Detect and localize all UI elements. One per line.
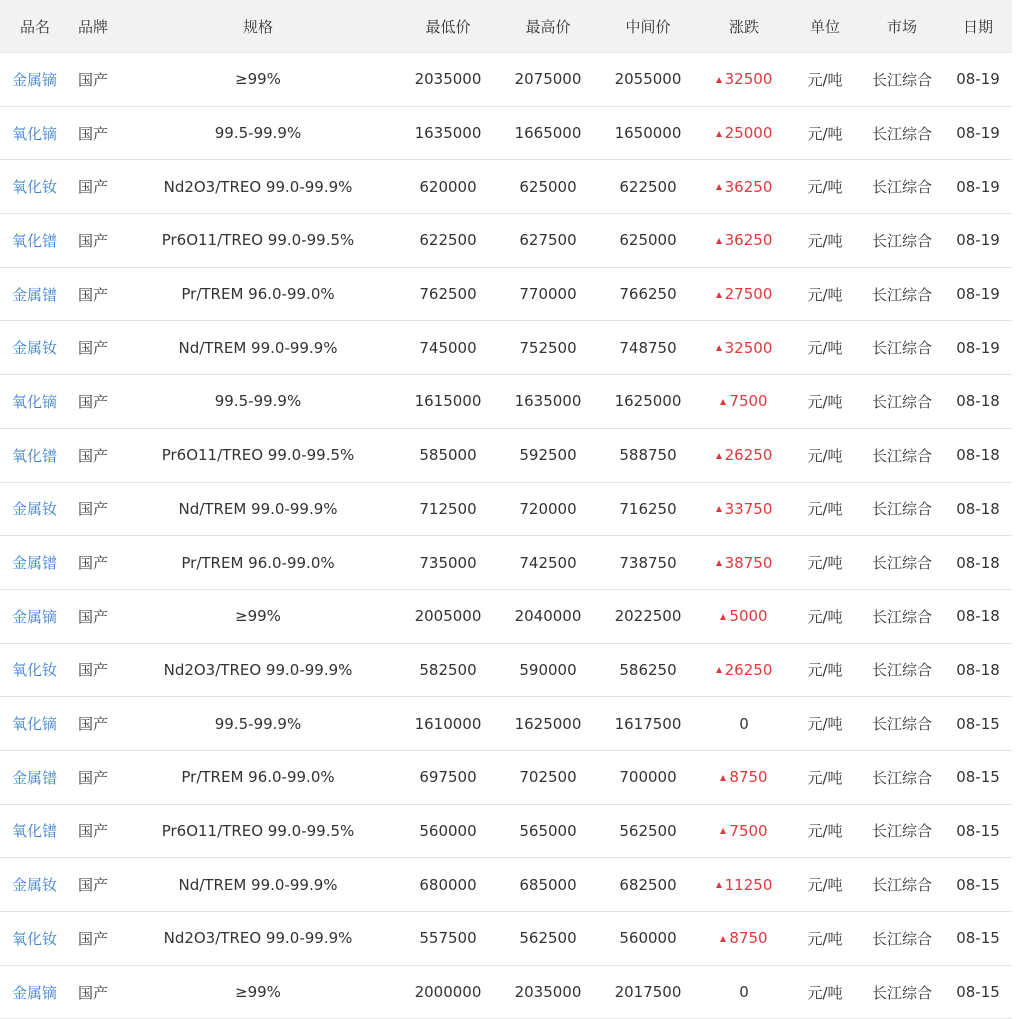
- brand-cell: 国产: [78, 500, 109, 519]
- change-value: 11250: [724, 875, 773, 894]
- unit-cell: 元/吨: [807, 983, 843, 1002]
- up-arrow-icon: [716, 292, 722, 298]
- date-cell: 08-18: [956, 446, 1000, 465]
- spec-cell: 99.5-99.9%: [214, 392, 302, 411]
- low-price-cell: 557500: [419, 929, 477, 948]
- market-cell: 长江综合: [871, 661, 932, 680]
- unit-cell: 元/吨: [807, 339, 843, 358]
- header-spec[interactable]: 规格: [242, 17, 273, 36]
- up-arrow-icon: [720, 936, 726, 942]
- header-low-price[interactable]: 最低价: [425, 17, 471, 36]
- mid-price-cell: 1625000: [614, 392, 682, 411]
- up-arrow-icon: [716, 453, 722, 459]
- table-row: [0, 429, 1012, 483]
- header-brand[interactable]: 品牌: [78, 17, 109, 36]
- change-value: 27500: [724, 285, 773, 304]
- change-cell: [698, 644, 790, 697]
- product-name-link[interactable]: 金属钕: [12, 339, 58, 358]
- high-price-cell: 625000: [519, 177, 577, 196]
- high-price-cell: 2040000: [514, 607, 582, 626]
- change-value: 32500: [724, 70, 773, 89]
- header-name[interactable]: 品名: [20, 17, 51, 36]
- brand-cell: 国产: [78, 554, 109, 573]
- market-cell: 长江综合: [871, 768, 932, 787]
- product-name-link[interactable]: 氧化镝: [12, 392, 58, 411]
- up-arrow-icon: [716, 667, 722, 673]
- up-arrow-icon: [720, 828, 726, 834]
- date-cell: 08-15: [956, 821, 1000, 840]
- low-price-cell: 2005000: [414, 607, 482, 626]
- market-cell: 长江综合: [871, 822, 932, 841]
- unit-cell: 元/吨: [807, 768, 843, 787]
- up-arrow-icon: [716, 77, 722, 83]
- table-row: [0, 160, 1012, 214]
- mid-price-cell: 586250: [619, 660, 677, 679]
- brand-cell: 国产: [78, 392, 109, 411]
- change-value: 5000: [729, 607, 768, 626]
- high-price-cell: 590000: [519, 660, 577, 679]
- unit-cell: 元/吨: [807, 446, 843, 465]
- up-arrow-icon: [720, 399, 726, 405]
- table-row: [0, 107, 1012, 161]
- brand-cell: 国产: [78, 768, 109, 787]
- product-name-link[interactable]: 金属镝: [12, 607, 58, 626]
- change-cell: [698, 429, 790, 482]
- low-price-cell: 1610000: [414, 714, 482, 733]
- page-edge: [1012, 0, 1024, 1017]
- product-name-link[interactable]: 金属镨: [12, 768, 58, 787]
- high-price-cell: 770000: [519, 285, 577, 304]
- header-date[interactable]: 日期: [962, 17, 993, 36]
- product-name-link[interactable]: 氧化镝: [12, 124, 58, 143]
- change-value: 36250: [724, 231, 773, 250]
- low-price-cell: 622500: [419, 231, 477, 250]
- date-cell: 08-18: [956, 392, 1000, 411]
- spec-cell: Pr/TREM 96.0-99.0%: [181, 768, 335, 787]
- spec-cell: Pr/TREM 96.0-99.0%: [181, 285, 335, 304]
- market-cell: 长江综合: [871, 983, 932, 1002]
- mid-price-cell: 588750: [619, 446, 677, 465]
- change-cell: [698, 805, 790, 858]
- change-cell: [698, 912, 790, 965]
- date-cell: 08-15: [956, 929, 1000, 948]
- spec-cell: 99.5-99.9%: [214, 124, 302, 143]
- mid-price-cell: 2017500: [614, 983, 682, 1002]
- change-cell: [698, 321, 790, 374]
- up-arrow-icon: [716, 882, 722, 888]
- high-price-cell: 565000: [519, 821, 577, 840]
- low-price-cell: 735000: [419, 553, 477, 572]
- date-cell: 08-19: [956, 124, 1000, 143]
- spec-cell: Nd2O3/TREO 99.0-99.9%: [163, 177, 353, 196]
- high-price-cell: 627500: [519, 231, 577, 250]
- change-cell: [698, 966, 790, 1019]
- unit-cell: 元/吨: [807, 231, 843, 250]
- spec-cell: Pr6O11/TREO 99.0-99.5%: [161, 821, 355, 840]
- mid-price-cell: 1650000: [614, 124, 682, 143]
- table-row: [0, 644, 1012, 698]
- market-cell: 长江综合: [871, 339, 932, 358]
- spec-cell: ≥99%: [235, 983, 281, 1002]
- high-price-cell: 685000: [519, 875, 577, 894]
- low-price-cell: 2035000: [414, 70, 482, 89]
- spec-cell: Pr6O11/TREO 99.0-99.5%: [161, 231, 355, 250]
- header-market[interactable]: 市场: [886, 17, 917, 36]
- change-cell: [698, 590, 790, 643]
- table-row: [0, 375, 1012, 429]
- table-body: [0, 53, 1012, 1019]
- change-value: 26250: [724, 660, 773, 679]
- low-price-cell: 620000: [419, 177, 477, 196]
- mid-price-cell: 682500: [619, 875, 677, 894]
- market-cell: 长江综合: [871, 124, 932, 143]
- high-price-cell: 592500: [519, 446, 577, 465]
- product-name-link[interactable]: 金属镝: [12, 70, 58, 89]
- high-price-cell: 720000: [519, 499, 577, 518]
- up-arrow-icon: [716, 345, 722, 351]
- mid-price-cell: 700000: [619, 768, 677, 787]
- change-value: 33750: [724, 499, 773, 518]
- change-cell: [698, 268, 790, 321]
- up-arrow-icon: [720, 614, 726, 620]
- change-cell: [698, 107, 790, 160]
- market-cell: 长江综合: [871, 715, 932, 734]
- change-value: 32500: [724, 338, 773, 357]
- mid-price-cell: 622500: [619, 177, 677, 196]
- change-value: 8750: [729, 929, 768, 948]
- change-value: 38750: [724, 553, 773, 572]
- date-cell: 08-15: [956, 768, 1000, 787]
- table-row: [0, 268, 1012, 322]
- change-value: 25000: [724, 124, 773, 143]
- product-name-link[interactable]: 金属镝: [12, 983, 58, 1002]
- table-row: [0, 966, 1012, 1019]
- product-name-link[interactable]: 金属钕: [12, 500, 58, 519]
- product-name-link[interactable]: 金属镨: [12, 285, 58, 304]
- unit-cell: 元/吨: [807, 70, 843, 89]
- brand-cell: 国产: [78, 715, 109, 734]
- date-cell: 08-19: [956, 177, 1000, 196]
- spec-cell: Pr6O11/TREO 99.0-99.5%: [161, 446, 355, 465]
- low-price-cell: 712500: [419, 499, 477, 518]
- spec-cell: 99.5-99.9%: [214, 714, 302, 733]
- unit-cell: 元/吨: [807, 178, 843, 197]
- unit-cell: 元/吨: [807, 392, 843, 411]
- change-value: 36250: [724, 177, 773, 196]
- change-value: 7500: [729, 392, 768, 411]
- change-value: 0: [739, 983, 749, 1002]
- up-arrow-icon: [716, 131, 722, 137]
- high-price-cell: 1665000: [514, 124, 582, 143]
- change-cell: [698, 53, 790, 106]
- mid-price-cell: 738750: [619, 553, 677, 572]
- mid-price-cell: 1617500: [614, 714, 682, 733]
- spec-cell: Nd2O3/TREO 99.0-99.9%: [163, 929, 353, 948]
- brand-cell: 国产: [78, 178, 109, 197]
- date-cell: 08-19: [956, 338, 1000, 357]
- table-row: [0, 805, 1012, 859]
- low-price-cell: 560000: [419, 821, 477, 840]
- brand-cell: 国产: [78, 285, 109, 304]
- brand-cell: 国产: [78, 339, 109, 358]
- product-name-link[interactable]: 氧化镨: [12, 822, 58, 841]
- low-price-cell: 762500: [419, 285, 477, 304]
- brand-cell: 国产: [78, 607, 109, 626]
- spec-cell: ≥99%: [235, 607, 281, 626]
- spec-cell: Nd2O3/TREO 99.0-99.9%: [163, 660, 353, 679]
- header-mid-price[interactable]: 中间价: [625, 17, 671, 36]
- low-price-cell: 585000: [419, 446, 477, 465]
- mid-price-cell: 748750: [619, 338, 677, 357]
- table-row: [0, 912, 1012, 966]
- high-price-cell: 2075000: [514, 70, 582, 89]
- low-price-cell: 2000000: [414, 983, 482, 1002]
- spec-cell: Pr/TREM 96.0-99.0%: [181, 553, 335, 572]
- date-cell: 08-18: [956, 553, 1000, 572]
- high-price-cell: 702500: [519, 768, 577, 787]
- product-name-link[interactable]: 氧化钕: [12, 929, 58, 948]
- market-cell: 长江综合: [871, 876, 932, 895]
- spec-cell: Nd/TREM 99.0-99.9%: [178, 499, 338, 518]
- table-row: [0, 697, 1012, 751]
- market-cell: 长江综合: [871, 446, 932, 465]
- brand-cell: 国产: [78, 124, 109, 143]
- unit-cell: 元/吨: [807, 876, 843, 895]
- mid-price-cell: 766250: [619, 285, 677, 304]
- low-price-cell: 1615000: [414, 392, 482, 411]
- product-name-link[interactable]: 氧化镨: [12, 446, 58, 465]
- unit-cell: 元/吨: [807, 554, 843, 573]
- high-price-cell: 1635000: [514, 392, 582, 411]
- change-value: 0: [739, 714, 749, 733]
- unit-cell: 元/吨: [807, 500, 843, 519]
- low-price-cell: 745000: [419, 338, 477, 357]
- table-row: [0, 214, 1012, 268]
- up-arrow-icon: [716, 184, 722, 190]
- change-value: 26250: [724, 446, 773, 465]
- product-name-link[interactable]: 金属镨: [12, 554, 58, 573]
- change-cell: [698, 697, 790, 750]
- market-cell: 长江综合: [871, 231, 932, 250]
- change-cell: [698, 858, 790, 911]
- unit-cell: 元/吨: [807, 929, 843, 948]
- header-unit[interactable]: 单位: [809, 17, 840, 36]
- brand-cell: 国产: [78, 929, 109, 948]
- date-cell: 08-15: [956, 875, 1000, 894]
- unit-cell: 元/吨: [807, 661, 843, 680]
- table-row: [0, 321, 1012, 375]
- table-row: [0, 53, 1012, 107]
- product-name-link[interactable]: 氧化钕: [12, 178, 58, 197]
- product-name-link[interactable]: 氧化镨: [12, 231, 58, 250]
- high-price-cell: 2035000: [514, 983, 582, 1002]
- market-cell: 长江综合: [871, 285, 932, 304]
- date-cell: 08-18: [956, 607, 1000, 626]
- market-cell: 长江综合: [871, 500, 932, 519]
- change-cell: [698, 483, 790, 536]
- spec-cell: ≥99%: [235, 70, 281, 89]
- table-header: [0, 0, 1012, 53]
- mid-price-cell: 716250: [619, 499, 677, 518]
- low-price-cell: 680000: [419, 875, 477, 894]
- product-name-link[interactable]: 氧化镝: [12, 715, 58, 734]
- market-cell: 长江综合: [871, 70, 932, 89]
- brand-cell: 国产: [78, 446, 109, 465]
- date-cell: 08-19: [956, 70, 1000, 89]
- market-cell: 长江综合: [871, 929, 932, 948]
- up-arrow-icon: [720, 775, 726, 781]
- mid-price-cell: 2055000: [614, 70, 682, 89]
- up-arrow-icon: [716, 238, 722, 244]
- low-price-cell: 1635000: [414, 124, 482, 143]
- change-cell: [698, 375, 790, 428]
- date-cell: 08-15: [956, 983, 1000, 1002]
- change-cell: [698, 536, 790, 589]
- up-arrow-icon: [716, 560, 722, 566]
- unit-cell: 元/吨: [807, 285, 843, 304]
- table-row: [0, 483, 1012, 537]
- header-change[interactable]: 涨跌: [728, 17, 759, 36]
- date-cell: 08-19: [956, 231, 1000, 250]
- date-cell: 08-15: [956, 714, 1000, 733]
- low-price-cell: 697500: [419, 768, 477, 787]
- product-name-link[interactable]: 金属钕: [12, 876, 58, 895]
- market-cell: 长江综合: [871, 554, 932, 573]
- brand-cell: 国产: [78, 822, 109, 841]
- unit-cell: 元/吨: [807, 607, 843, 626]
- table-row: [0, 590, 1012, 644]
- change-value: 7500: [729, 821, 768, 840]
- mid-price-cell: 562500: [619, 821, 677, 840]
- table-row: [0, 858, 1012, 912]
- high-price-cell: 562500: [519, 929, 577, 948]
- market-cell: 长江综合: [871, 607, 932, 626]
- change-cell: [698, 214, 790, 267]
- brand-cell: 国产: [78, 983, 109, 1002]
- high-price-cell: 742500: [519, 553, 577, 572]
- market-cell: 长江综合: [871, 178, 932, 197]
- brand-cell: 国产: [78, 231, 109, 250]
- high-price-cell: 752500: [519, 338, 577, 357]
- mid-price-cell: 560000: [619, 929, 677, 948]
- spec-cell: Nd/TREM 99.0-99.9%: [178, 338, 338, 357]
- header-high-price[interactable]: 最高价: [525, 17, 571, 36]
- change-cell: [698, 751, 790, 804]
- date-cell: 08-18: [956, 660, 1000, 679]
- table-row: [0, 751, 1012, 805]
- brand-cell: 国产: [78, 876, 109, 895]
- low-price-cell: 582500: [419, 660, 477, 679]
- change-cell: [698, 160, 790, 213]
- unit-cell: 元/吨: [807, 822, 843, 841]
- high-price-cell: 1625000: [514, 714, 582, 733]
- up-arrow-icon: [716, 506, 722, 512]
- brand-cell: 国产: [78, 70, 109, 89]
- brand-cell: 国产: [78, 661, 109, 680]
- change-value: 8750: [729, 768, 768, 787]
- date-cell: 08-19: [956, 285, 1000, 304]
- product-name-link[interactable]: 氧化钕: [12, 661, 58, 680]
- mid-price-cell: 625000: [619, 231, 677, 250]
- unit-cell: 元/吨: [807, 124, 843, 143]
- mid-price-cell: 2022500: [614, 607, 682, 626]
- table-row: [0, 536, 1012, 590]
- date-cell: 08-18: [956, 499, 1000, 518]
- market-cell: 长江综合: [871, 392, 932, 411]
- spec-cell: Nd/TREM 99.0-99.9%: [178, 875, 338, 894]
- unit-cell: 元/吨: [807, 715, 843, 734]
